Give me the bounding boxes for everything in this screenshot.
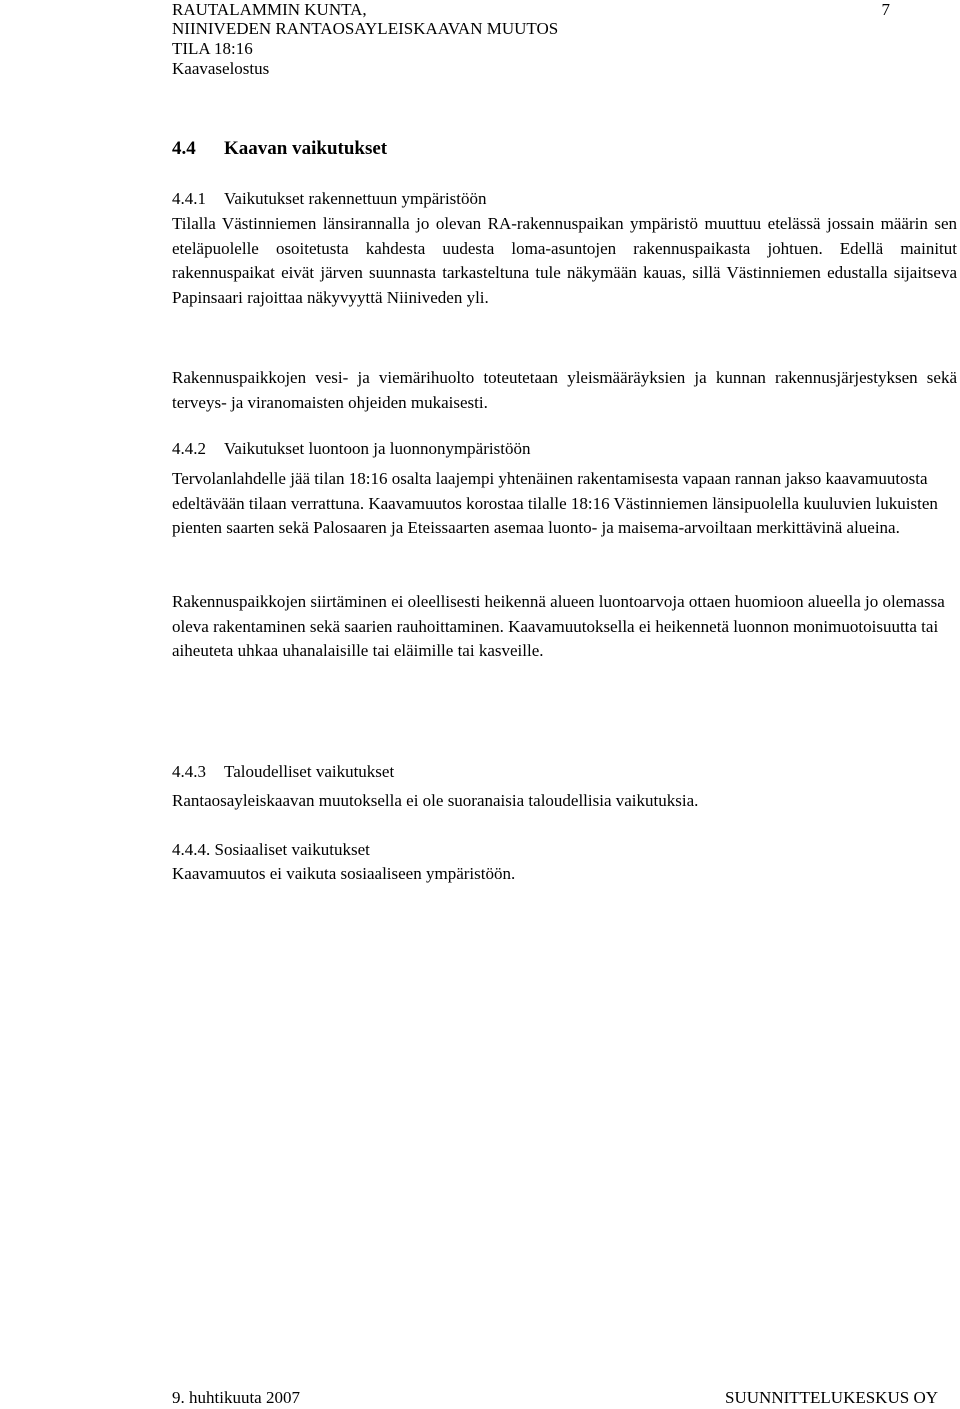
paragraph-nature-effects: Tervolanlahdelle jää tilan 18:16 osalta laajempi yhtenäinen rakentamisesta vapaan rannan jakso kaavamuutosta edeltävään tilaan verrattuna. Kaavamuutos korostaa tilalle 18:16 Västinniemen länsipuolella kuuluvien lukuisten pienten saarten sekä Palosaaren ja Eteissaarten asemaa luonto- ja maisema-arvoiltaan merkittävinä alueina. [172,469,938,537]
section-number: 4.4 [172,138,196,159]
footer-company: SUUNNITTELUKESKUS OY [725,1388,938,1407]
subsection-heading-4-4-4: 4.4.4. Sosiaaliset vaikutukset [172,840,370,859]
paragraph-built-environment: Tilalla Västinniemen länsirannalla jo olevan RA-rakennuspaikan ympäristö muuttuu etelässä jossain määrin sen eteläpuolelle osoitetusta kahdesta uudesta loma-asuntojen rakennuspaikasta johtuen. Edellä mainitut rakennuspaikat eivät järven suunnasta tarkasteltuna tule näkymään kauas, sillä Västinniemen edustalla sijaitseva Papinsaari rajoittaa näkyvyyttä Niiniveden yli. [172,214,957,307]
page-number: 7 [881,0,890,19]
header-municipality: RAUTALAMMIN KUNTA, [172,0,367,19]
subsection-heading-4-4-3 [172,760,394,784]
header-property: TILA 18:16 [172,39,253,58]
paragraph-social-effects: Kaavamuutos ei vaikuta sosiaaliseen ympäristöön. [172,864,516,883]
paragraph-water-supply: Rakennuspaikkojen vesi- ja viemärihuolto toteutetaan yleismääräyksien ja kunnan rakennusjärjestyksen sekä terveys- ja viranomaisten ohjeiden mukaisesti. [172,368,957,412]
subsection-number: 4.4.2 [172,439,206,458]
subsection-title: Taloudelliset vaikutukset [224,762,395,781]
footer-date: 9. huhtikuuta 2007 [172,1388,300,1407]
paragraph-economic-effects: Rantaosayleiskaavan muutoksella ei ole suoranaisia taloudellisia vaikutuksia. [172,791,699,810]
section-title: Kaavan vaikutukset [224,138,388,159]
subsection-title: Vaikutukset rakennettuun ympäristöön [224,189,487,208]
section-heading-4-4 [172,137,387,161]
header-document-type: Kaavaselostus [172,59,270,78]
header-plan-name: NIINIVEDEN RANTAOSAYLEISKAAVAN MUUTOS [172,19,559,38]
subsection-heading-4-4-1 [172,187,487,211]
subsection-heading-4-4-2 [172,437,530,461]
subsection-number: 4.4.3 [172,762,206,781]
subsection-title: Vaikutukset luontoon ja luonnonympäristöön [224,439,531,458]
subsection-number: 4.4.1 [172,189,206,208]
paragraph-nature-values: Rakennuspaikkojen siirtäminen ei oleellisesti heikennä alueen luontoarvoja ottaen huomioon alueella jo olemassa oleva rakentaminen sekä saarien rauhoittaminen. Kaavamuutoksella ei heikennetä luonnon monimuotoisuutta tai aiheuteta uhkaa uhanalaisille tai eläimille tai kasveille. [172,592,945,660]
